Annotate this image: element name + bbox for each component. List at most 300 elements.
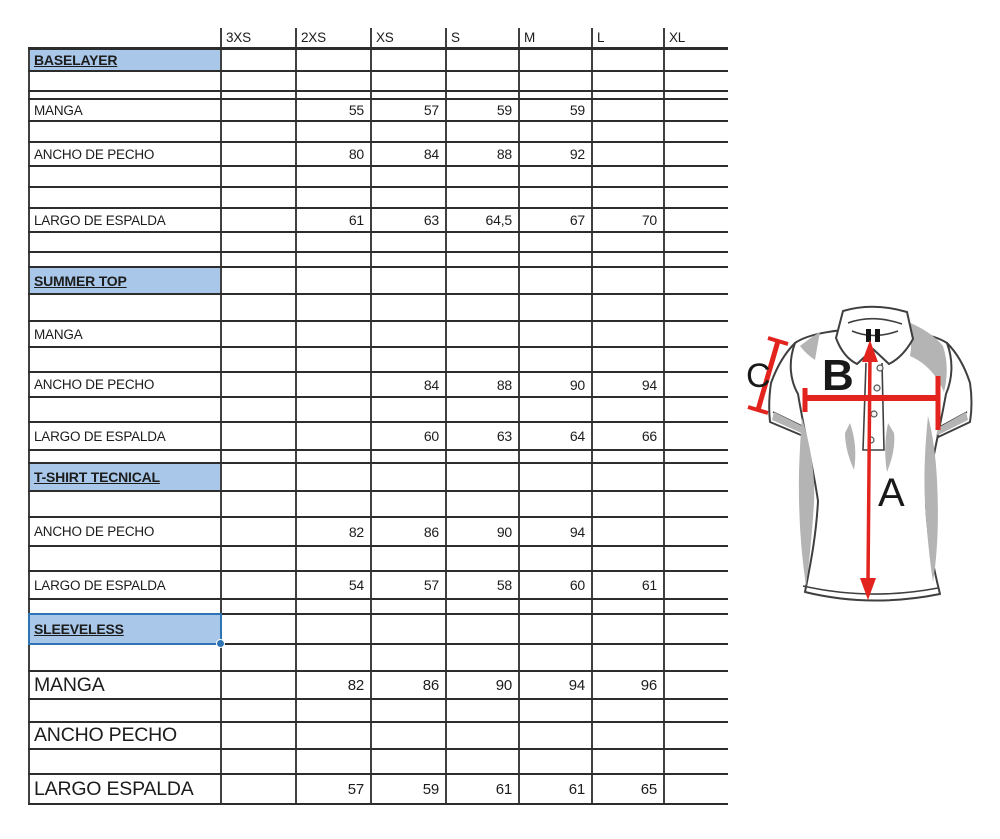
- table-row: [28, 775, 728, 805]
- value-cell[interactable]: [220, 295, 295, 320]
- corner-cell[interactable]: [28, 28, 220, 47]
- value-cell[interactable]: [518, 50, 591, 70]
- value-cell[interactable]: [220, 268, 295, 293]
- value-cell[interactable]: [591, 645, 663, 670]
- value-cell[interactable]: [663, 373, 728, 396]
- value-cell[interactable]: [591, 143, 663, 165]
- value-cell[interactable]: [370, 268, 445, 293]
- value-cell[interactable]: 88: [445, 143, 518, 165]
- table-row: [28, 322, 728, 348]
- table-row: [28, 348, 728, 373]
- value-cell[interactable]: [295, 423, 370, 449]
- row-label-cell[interactable]: LARGO DE ESPALDA: [28, 572, 220, 598]
- value-cell[interactable]: [663, 750, 728, 773]
- section-header-cell[interactable]: SUMMER TOP: [28, 268, 220, 293]
- value-cell[interactable]: [220, 188, 295, 207]
- empty-cell[interactable]: [28, 188, 220, 207]
- value-cell[interactable]: [445, 615, 518, 643]
- value-cell[interactable]: [220, 253, 295, 266]
- measure-label-c: C: [746, 357, 771, 395]
- table-row: [28, 518, 728, 547]
- value-cell[interactable]: [663, 233, 728, 251]
- value-cell[interactable]: 55: [295, 100, 370, 120]
- row-label-cell[interactable]: ANCHO DE PECHO: [28, 143, 220, 165]
- table-row: [28, 492, 728, 518]
- column-header-2xs[interactable]: 2XS: [295, 28, 370, 47]
- table-row: [28, 423, 728, 451]
- value-cell[interactable]: 82: [295, 672, 370, 698]
- value-cell[interactable]: 65: [591, 775, 663, 803]
- value-cell[interactable]: [591, 451, 663, 462]
- value-cell[interactable]: [663, 492, 728, 516]
- value-cell[interactable]: 54: [295, 572, 370, 598]
- value-cell[interactable]: [220, 451, 295, 462]
- table-row: [28, 28, 728, 50]
- value-cell[interactable]: [663, 700, 728, 721]
- table-row: [28, 100, 728, 122]
- table-row: [28, 464, 728, 492]
- value-cell[interactable]: [445, 322, 518, 346]
- value-cell[interactable]: [663, 615, 728, 643]
- value-cell[interactable]: [220, 750, 295, 773]
- value-cell[interactable]: [663, 348, 728, 371]
- table-row: [28, 615, 728, 645]
- value-cell[interactable]: [370, 547, 445, 570]
- value-cell[interactable]: [591, 100, 663, 120]
- empty-cell[interactable]: [28, 398, 220, 421]
- value-cell[interactable]: 70: [591, 209, 663, 231]
- value-cell[interactable]: [518, 167, 591, 186]
- value-cell[interactable]: [370, 615, 445, 643]
- value-cell[interactable]: 64: [518, 423, 591, 449]
- value-cell[interactable]: [220, 122, 295, 141]
- empty-cell[interactable]: [28, 451, 220, 462]
- table-row: [28, 268, 728, 295]
- empty-cell[interactable]: [28, 92, 220, 98]
- value-cell[interactable]: [220, 423, 295, 449]
- value-cell[interactable]: [220, 348, 295, 371]
- table-row: [28, 398, 728, 423]
- empty-cell[interactable]: [28, 72, 220, 90]
- value-cell[interactable]: [591, 50, 663, 70]
- value-cell[interactable]: [663, 572, 728, 598]
- column-header-xl[interactable]: XL: [663, 28, 728, 47]
- value-cell[interactable]: [445, 750, 518, 773]
- value-cell[interactable]: [295, 464, 370, 490]
- value-cell[interactable]: [445, 268, 518, 293]
- value-cell[interactable]: [220, 233, 295, 251]
- empty-cell[interactable]: [28, 700, 220, 721]
- value-cell[interactable]: [220, 672, 295, 698]
- empty-cell[interactable]: [28, 122, 220, 141]
- value-cell[interactable]: [591, 72, 663, 90]
- value-cell[interactable]: [220, 492, 295, 516]
- value-cell[interactable]: [518, 645, 591, 670]
- value-cell[interactable]: [518, 268, 591, 293]
- section-header-cell[interactable]: T-SHIRT TECNICAL: [28, 464, 220, 490]
- value-cell[interactable]: 86: [370, 518, 445, 545]
- value-cell[interactable]: [445, 723, 518, 748]
- value-cell[interactable]: [518, 295, 591, 320]
- value-cell[interactable]: 96: [591, 672, 663, 698]
- value-cell[interactable]: [591, 348, 663, 371]
- value-cell[interactable]: [663, 451, 728, 462]
- value-cell[interactable]: 60: [370, 423, 445, 449]
- row-label-cell[interactable]: ANCHO DE PECHO: [28, 373, 220, 396]
- value-cell[interactable]: [220, 775, 295, 803]
- value-cell[interactable]: [445, 92, 518, 98]
- value-cell[interactable]: [445, 492, 518, 516]
- value-cell[interactable]: [663, 209, 728, 231]
- value-cell[interactable]: [295, 723, 370, 748]
- empty-cell[interactable]: [28, 547, 220, 570]
- value-cell[interactable]: [591, 92, 663, 98]
- value-cell[interactable]: [518, 700, 591, 721]
- value-cell[interactable]: [663, 253, 728, 266]
- value-cell[interactable]: [370, 167, 445, 186]
- value-cell[interactable]: [591, 518, 663, 545]
- value-cell[interactable]: [295, 167, 370, 186]
- empty-cell[interactable]: [28, 348, 220, 371]
- value-cell[interactable]: [220, 100, 295, 120]
- value-cell[interactable]: [295, 295, 370, 320]
- value-cell[interactable]: [370, 92, 445, 98]
- value-cell[interactable]: [295, 322, 370, 346]
- value-cell[interactable]: [220, 547, 295, 570]
- value-cell[interactable]: [370, 348, 445, 371]
- empty-cell[interactable]: [28, 233, 220, 251]
- value-cell[interactable]: [445, 50, 518, 70]
- value-cell[interactable]: [445, 122, 518, 141]
- value-cell[interactable]: [220, 72, 295, 90]
- value-cell[interactable]: [370, 233, 445, 251]
- row-label-cell[interactable]: ANCHO DE PECHO: [28, 518, 220, 545]
- value-cell[interactable]: [518, 72, 591, 90]
- value-cell[interactable]: 88: [445, 373, 518, 396]
- value-cell[interactable]: [295, 348, 370, 371]
- value-cell[interactable]: [295, 398, 370, 421]
- value-cell[interactable]: [663, 268, 728, 293]
- section-header-cell[interactable]: BASELAYER: [28, 50, 220, 70]
- value-cell[interactable]: [370, 50, 445, 70]
- value-cell[interactable]: [663, 518, 728, 545]
- value-cell[interactable]: [295, 615, 370, 643]
- column-header-l[interactable]: L: [591, 28, 663, 47]
- value-cell[interactable]: [518, 322, 591, 346]
- value-cell[interactable]: [220, 723, 295, 748]
- value-cell[interactable]: [370, 122, 445, 141]
- value-cell[interactable]: 82: [295, 518, 370, 545]
- table-row: [28, 143, 728, 167]
- value-cell[interactable]: [295, 233, 370, 251]
- value-cell[interactable]: [370, 492, 445, 516]
- value-cell[interactable]: [591, 122, 663, 141]
- value-cell[interactable]: [220, 322, 295, 346]
- row-label-cell[interactable]: ANCHO PECHO: [28, 723, 220, 748]
- value-cell[interactable]: [591, 322, 663, 346]
- value-cell[interactable]: [663, 645, 728, 670]
- table-row: [28, 122, 728, 143]
- empty-cell[interactable]: [28, 167, 220, 186]
- table-row: [28, 600, 728, 615]
- value-cell[interactable]: [663, 398, 728, 421]
- value-cell[interactable]: [370, 451, 445, 462]
- row-label-cell[interactable]: LARGO ESPALDA: [28, 775, 220, 803]
- value-cell[interactable]: [663, 50, 728, 70]
- value-cell[interactable]: [663, 322, 728, 346]
- value-cell[interactable]: [370, 464, 445, 490]
- row-label-cell[interactable]: LARGO DE ESPALDA: [28, 423, 220, 449]
- value-cell[interactable]: [591, 547, 663, 570]
- row-label-cell[interactable]: LARGO DE ESPALDA: [28, 209, 220, 231]
- value-cell[interactable]: [591, 750, 663, 773]
- value-cell[interactable]: 58: [445, 572, 518, 598]
- empty-cell[interactable]: [28, 253, 220, 266]
- value-cell[interactable]: [518, 464, 591, 490]
- value-cell[interactable]: [591, 188, 663, 207]
- value-cell[interactable]: [295, 700, 370, 721]
- value-cell[interactable]: 63: [370, 209, 445, 231]
- value-cell[interactable]: [591, 723, 663, 748]
- value-cell[interactable]: 57: [370, 100, 445, 120]
- value-cell[interactable]: [295, 253, 370, 266]
- value-cell[interactable]: [591, 295, 663, 320]
- table-row: [28, 750, 728, 775]
- value-cell[interactable]: [518, 750, 591, 773]
- value-cell[interactable]: [445, 253, 518, 266]
- value-cell[interactable]: 64,5: [445, 209, 518, 231]
- value-cell[interactable]: [295, 600, 370, 613]
- value-cell[interactable]: [518, 348, 591, 371]
- value-cell[interactable]: [663, 122, 728, 141]
- value-cell[interactable]: [591, 398, 663, 421]
- value-cell[interactable]: 90: [445, 518, 518, 545]
- value-cell[interactable]: 92: [518, 143, 591, 165]
- value-cell[interactable]: [370, 645, 445, 670]
- value-cell[interactable]: [591, 464, 663, 490]
- value-cell[interactable]: [518, 600, 591, 613]
- table-row: [28, 645, 728, 672]
- value-cell[interactable]: 67: [518, 209, 591, 231]
- value-cell[interactable]: [445, 398, 518, 421]
- value-cell[interactable]: [295, 451, 370, 462]
- value-cell[interactable]: 90: [445, 672, 518, 698]
- size-chart-table: [28, 28, 728, 805]
- value-cell[interactable]: [220, 50, 295, 70]
- value-cell[interactable]: [445, 167, 518, 186]
- value-cell[interactable]: [295, 268, 370, 293]
- value-cell[interactable]: [445, 464, 518, 490]
- value-cell[interactable]: [591, 268, 663, 293]
- value-cell[interactable]: [220, 398, 295, 421]
- value-cell[interactable]: [663, 143, 728, 165]
- value-cell[interactable]: [445, 700, 518, 721]
- empty-cell[interactable]: [28, 600, 220, 613]
- value-cell[interactable]: [663, 775, 728, 803]
- value-cell[interactable]: [663, 72, 728, 90]
- row-label-cell[interactable]: MANGA: [28, 100, 220, 120]
- value-cell[interactable]: [518, 122, 591, 141]
- value-cell[interactable]: [518, 723, 591, 748]
- row-label-cell[interactable]: MANGA: [28, 322, 220, 346]
- value-cell[interactable]: [518, 492, 591, 516]
- value-cell[interactable]: [370, 398, 445, 421]
- table-row: [28, 373, 728, 398]
- value-cell[interactable]: [295, 92, 370, 98]
- value-cell[interactable]: [370, 295, 445, 320]
- value-cell[interactable]: [518, 92, 591, 98]
- value-cell[interactable]: [370, 600, 445, 613]
- value-cell[interactable]: [295, 122, 370, 141]
- row-label-cell[interactable]: MANGA: [28, 672, 220, 698]
- value-cell[interactable]: [220, 700, 295, 721]
- value-cell[interactable]: [220, 373, 295, 396]
- value-cell[interactable]: [518, 451, 591, 462]
- value-cell[interactable]: [663, 92, 728, 98]
- value-cell[interactable]: [370, 253, 445, 266]
- empty-cell[interactable]: [28, 492, 220, 516]
- value-cell[interactable]: [445, 72, 518, 90]
- value-cell[interactable]: [295, 72, 370, 90]
- value-cell[interactable]: [370, 700, 445, 721]
- value-cell[interactable]: [370, 188, 445, 207]
- value-cell[interactable]: [518, 398, 591, 421]
- value-cell[interactable]: [663, 423, 728, 449]
- value-cell[interactable]: [220, 209, 295, 231]
- value-cell[interactable]: [591, 615, 663, 643]
- measure-label-b: B: [822, 351, 854, 400]
- table-row: [28, 295, 728, 322]
- value-cell[interactable]: [445, 188, 518, 207]
- value-cell[interactable]: 57: [295, 775, 370, 803]
- value-cell[interactable]: [663, 672, 728, 698]
- value-cell[interactable]: [220, 167, 295, 186]
- empty-cell[interactable]: [28, 645, 220, 670]
- value-cell[interactable]: [518, 188, 591, 207]
- table-row: [28, 188, 728, 209]
- value-cell[interactable]: [295, 547, 370, 570]
- section-header-cell[interactable]: SLEEVELESS: [28, 615, 220, 643]
- value-cell[interactable]: [295, 50, 370, 70]
- value-cell[interactable]: [220, 518, 295, 545]
- value-cell[interactable]: 90: [518, 373, 591, 396]
- value-cell[interactable]: [220, 464, 295, 490]
- value-cell[interactable]: [663, 547, 728, 570]
- value-cell[interactable]: [220, 615, 295, 643]
- value-cell[interactable]: [663, 295, 728, 320]
- value-cell[interactable]: [295, 188, 370, 207]
- column-header-s[interactable]: S: [445, 28, 518, 47]
- value-cell[interactable]: [220, 92, 295, 98]
- table-row: [28, 572, 728, 600]
- value-cell[interactable]: 60: [518, 572, 591, 598]
- table-row: [28, 672, 728, 700]
- value-cell[interactable]: [445, 600, 518, 613]
- empty-cell[interactable]: [28, 750, 220, 773]
- value-cell[interactable]: 63: [445, 423, 518, 449]
- value-cell[interactable]: [663, 723, 728, 748]
- value-cell[interactable]: 94: [518, 672, 591, 698]
- value-cell[interactable]: [220, 645, 295, 670]
- value-cell[interactable]: [295, 373, 370, 396]
- value-cell[interactable]: 94: [591, 373, 663, 396]
- value-cell[interactable]: [295, 645, 370, 670]
- value-cell[interactable]: [220, 143, 295, 165]
- table-row: [28, 209, 728, 233]
- table-row: [28, 700, 728, 723]
- value-cell[interactable]: [445, 451, 518, 462]
- value-cell[interactable]: [663, 464, 728, 490]
- value-cell[interactable]: [370, 322, 445, 346]
- value-cell[interactable]: 61: [445, 775, 518, 803]
- value-cell[interactable]: [663, 100, 728, 120]
- value-cell[interactable]: 59: [518, 100, 591, 120]
- table-row: [28, 233, 728, 253]
- measure-label-a: A: [878, 471, 905, 515]
- value-cell[interactable]: 86: [370, 672, 445, 698]
- empty-cell[interactable]: [28, 295, 220, 320]
- value-cell[interactable]: [518, 233, 591, 251]
- column-header-xs[interactable]: XS: [370, 28, 445, 47]
- value-cell[interactable]: [220, 572, 295, 598]
- table-row: [28, 72, 728, 92]
- value-cell[interactable]: [370, 750, 445, 773]
- value-cell[interactable]: [591, 600, 663, 613]
- value-cell[interactable]: [295, 492, 370, 516]
- table-row: [28, 723, 728, 750]
- value-cell[interactable]: 59: [445, 100, 518, 120]
- value-cell[interactable]: [295, 750, 370, 773]
- value-cell[interactable]: 59: [370, 775, 445, 803]
- value-cell[interactable]: [591, 492, 663, 516]
- value-cell[interactable]: [370, 723, 445, 748]
- value-cell[interactable]: 57: [370, 572, 445, 598]
- value-cell[interactable]: 66: [591, 423, 663, 449]
- table-row: [28, 92, 728, 100]
- value-cell[interactable]: 61: [518, 775, 591, 803]
- table-row: [28, 547, 728, 572]
- value-cell[interactable]: [591, 233, 663, 251]
- value-cell[interactable]: [518, 253, 591, 266]
- value-cell[interactable]: 61: [295, 209, 370, 231]
- value-cell[interactable]: [518, 547, 591, 570]
- value-cell[interactable]: 84: [370, 143, 445, 165]
- table-row: [28, 50, 728, 72]
- value-cell[interactable]: [445, 645, 518, 670]
- value-cell[interactable]: [663, 188, 728, 207]
- value-cell[interactable]: [220, 600, 295, 613]
- value-cell[interactable]: [445, 295, 518, 320]
- value-cell[interactable]: 84: [370, 373, 445, 396]
- value-cell[interactable]: [445, 233, 518, 251]
- value-cell[interactable]: [591, 253, 663, 266]
- value-cell[interactable]: 61: [591, 572, 663, 598]
- value-cell[interactable]: [445, 547, 518, 570]
- value-cell[interactable]: [663, 167, 728, 186]
- column-header-m[interactable]: M: [518, 28, 591, 47]
- column-header-3xs[interactable]: 3XS: [220, 28, 295, 47]
- value-cell[interactable]: [518, 615, 591, 643]
- table-row: [28, 451, 728, 464]
- value-cell[interactable]: 94: [518, 518, 591, 545]
- value-cell[interactable]: [370, 72, 445, 90]
- value-cell[interactable]: [591, 167, 663, 186]
- value-cell[interactable]: 80: [295, 143, 370, 165]
- value-cell[interactable]: [591, 700, 663, 721]
- value-cell[interactable]: [445, 348, 518, 371]
- table-row: [28, 253, 728, 268]
- value-cell[interactable]: [663, 600, 728, 613]
